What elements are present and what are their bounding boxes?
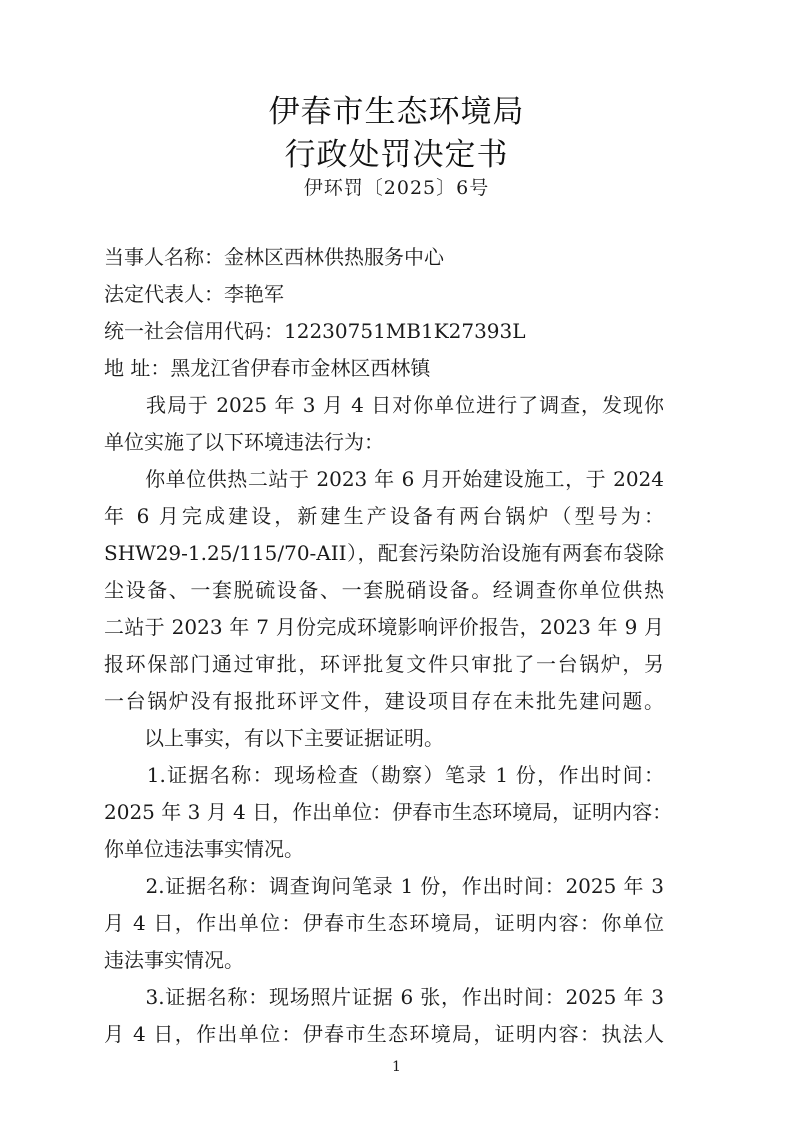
party-address: 地 址：黑龙江省伊春市金林区西林镇	[104, 356, 431, 380]
body-line: 一台锅炉没有报批环评文件，建设项目存在未批先建问题。	[104, 689, 664, 713]
body-line: 尘设备、一套脱硫设备、一套脱硝设备。经调查你单位供热	[104, 578, 664, 602]
body-line: 月 4 日，作出单位：伊春市生态环境局，证明内容：执法人	[104, 1022, 664, 1046]
evidence-item-1: 1.证据名称：现场检查（勘察）笔录 1 份，作出时间：	[104, 763, 664, 787]
body-line: 违法事实情况。	[104, 948, 244, 972]
evidence-item-3: 3.证据名称：现场照片证据 6 张，作出时间：2025 年 3	[104, 985, 664, 1009]
body-line: 你单位违法事实情况。	[104, 837, 304, 861]
evidence-item-2: 2.证据名称：调查询问笔录 1 份，作出时间：2025 年 3	[104, 874, 664, 898]
document-title-agency: 伊春市生态环境局	[268, 94, 525, 130]
body-line: 你单位供热二站于 2023 年 6 月开始建设施工，于 2024	[104, 467, 664, 491]
body-line: 我局于 2025 年 3 月 4 日对你单位进行了调查，发现你	[104, 393, 664, 417]
body-line: 2025 年 3 月 4 日，作出单位：伊春市生态环境局，证明内容：	[104, 800, 673, 824]
body-line: SHW29-1.25/115/70-AII），配套污染防治设施有两套布袋除	[104, 541, 664, 565]
body-line: 年 6 月完成建设，新建生产设备有两台锅炉（型号为：	[104, 504, 664, 528]
body-line: 报环保部门通过审批，环评批复文件只审批了一台锅炉，另	[104, 652, 664, 676]
credit-code: 统一社会信用代码：12230751MB1K27393L	[104, 319, 526, 343]
document-title-type: 行政处罚决定书	[284, 137, 509, 173]
body-line: 以上事实，有以下主要证据证明。	[104, 726, 444, 750]
body-line: 二站于 2023 年 7 月份完成环境影响评价报告，2023 年 9 月	[104, 615, 664, 639]
party-name: 当事人名称：金林区西林供热服务中心	[104, 245, 444, 269]
body-line: 月 4 日，作出单位：伊春市生态环境局，证明内容：你单位	[104, 911, 664, 935]
body-line: 单位实施了以下环境违法行为：	[104, 430, 384, 454]
document-number: 伊环罚〔2025〕6号	[303, 177, 490, 199]
page-number: 1	[392, 1059, 401, 1075]
legal-representative: 法定代表人：李艳军	[104, 282, 284, 306]
